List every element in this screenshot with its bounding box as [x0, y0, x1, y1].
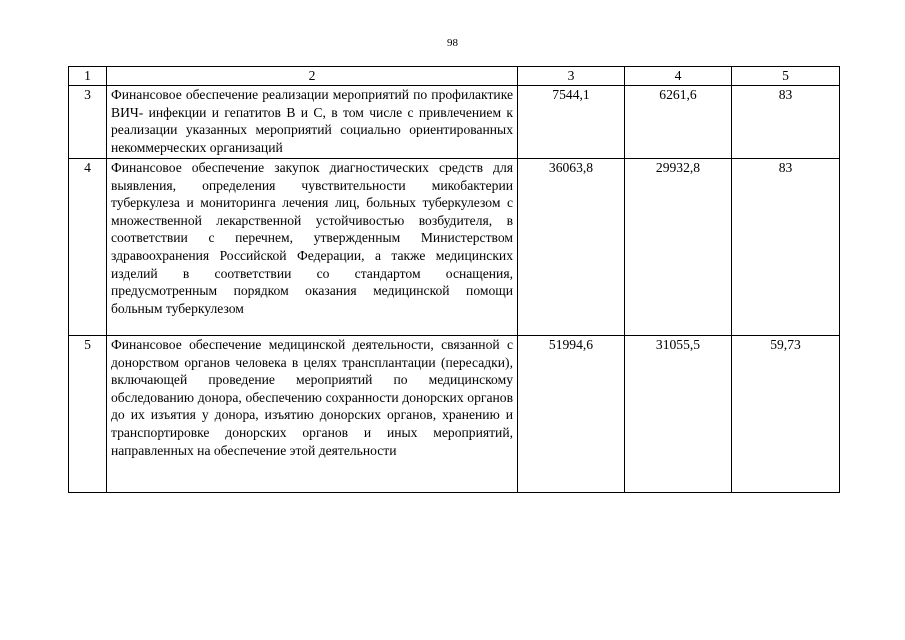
- row-value-col5: 83: [732, 86, 840, 159]
- row-value-col5: 59,73: [732, 336, 840, 493]
- row-value-col3: 51994,6: [518, 336, 625, 493]
- row-number: 4: [69, 159, 107, 336]
- column-header-4: 4: [625, 67, 732, 86]
- column-header-1: 1: [69, 67, 107, 86]
- table-row: [69, 86, 840, 159]
- column-header-2: 2: [107, 67, 518, 86]
- row-description: Финансовое обеспечение реализации мероприятий по профилактике ВИЧ- инфекции и гепатитов В и С, в том числе с привлечением к реализации указанных мероприятий социально ориентированных некоммерческих организаций: [107, 86, 518, 159]
- row-number: 5: [69, 336, 107, 493]
- row-value-col4: 31055,5: [625, 336, 732, 493]
- table-header-row: [69, 67, 840, 86]
- row-value-col3: 36063,8: [518, 159, 625, 336]
- row-description: Финансовое обеспечение закупок диагностических средств для выявления, определения чувствительности микобактерии туберкулеза и мониторинга лечения лиц, больных туберкулезом с множественной лекарственной устойчивостью возбудителя, в соответствии с перечнем, утвержденным Министерством здравоохранения Российской Федерации, а также медицинских изделий в соответствии со стандартом оснащения, предусмотренным порядком оказания медицинской помощи больным туберкулезом: [107, 159, 518, 336]
- table-row: [69, 336, 840, 493]
- row-value-col5: 83: [732, 159, 840, 336]
- column-header-5: 5: [732, 67, 840, 86]
- row-value-col3: 7544,1: [518, 86, 625, 159]
- report-table: [68, 66, 840, 493]
- row-number: 3: [69, 86, 107, 159]
- table-row: [69, 159, 840, 336]
- column-header-3: 3: [518, 67, 625, 86]
- row-description: Финансовое обеспечение медицинской деятельности, связанной с донорством органов человека в целях трансплантации (пересадки), включающей проведение мероприятий по медицинскому обследованию донора, обеспечению сохранности донорских органов до их изъятия у донора, изъятию донорских органов, хранению и транспортировке донорских органов и иных мероприятий, направленных на обеспечение этой деятельности: [107, 336, 518, 493]
- row-value-col4: 29932,8: [625, 159, 732, 336]
- page-number: 98: [447, 37, 458, 49]
- row-value-col4: 6261,6: [625, 86, 732, 159]
